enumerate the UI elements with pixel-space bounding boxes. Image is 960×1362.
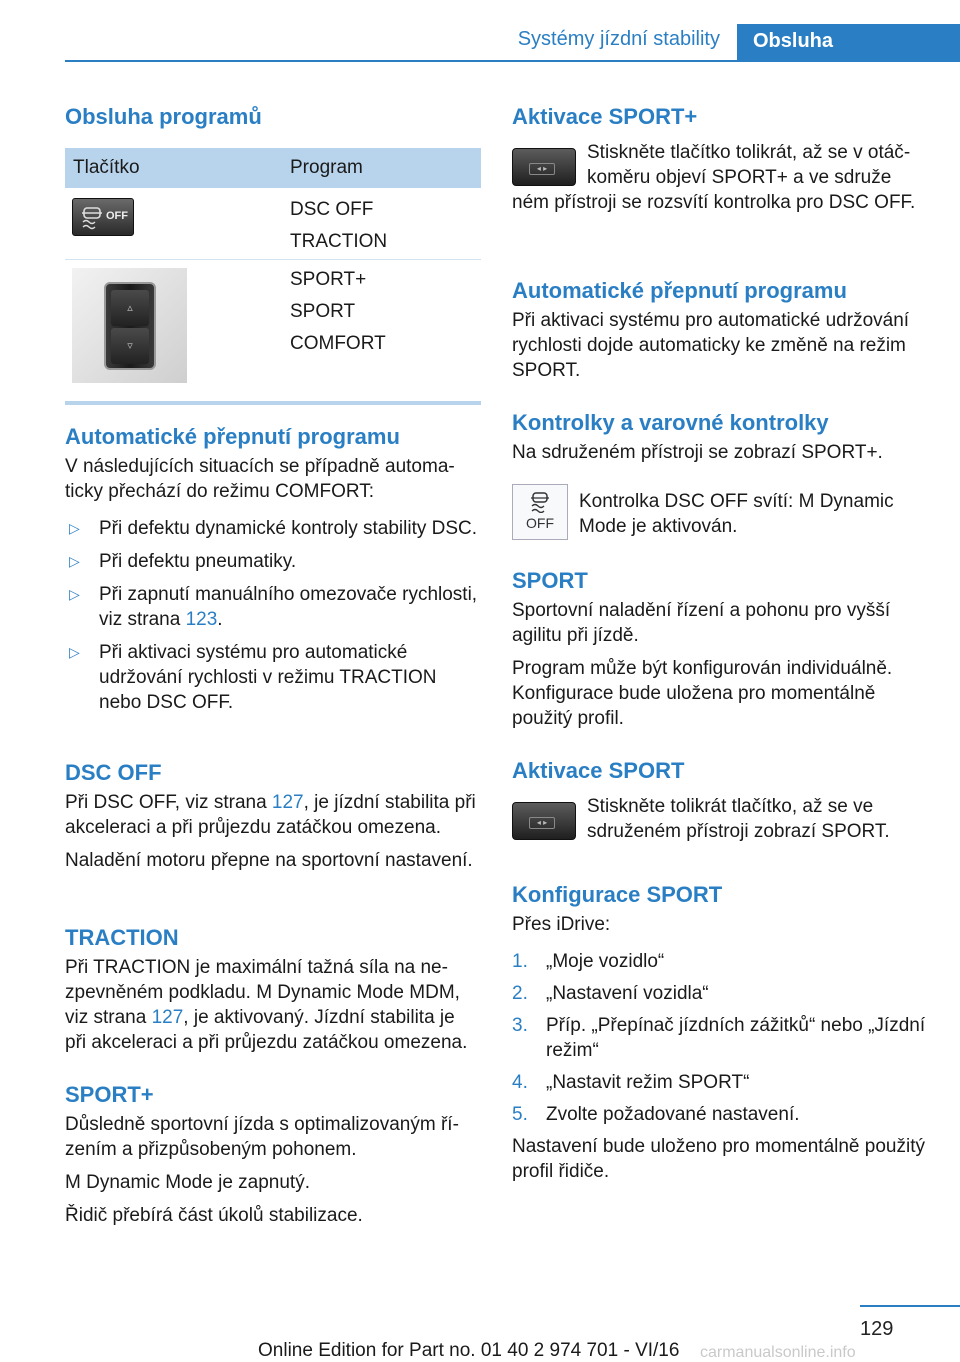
activate-sport-heading: Aktivace SPORT — [512, 758, 685, 783]
car-skid-icon — [79, 205, 107, 231]
traction-heading: TRACTION — [65, 925, 179, 950]
triangle-bullet-icon: ▷ — [69, 644, 80, 660]
page-link-123[interactable]: 123 — [185, 609, 218, 630]
configure-sport-steps — [512, 949, 932, 1127]
list-item: ▷ Při zapnutí manuálního omezovače rychlosti, viz strana 123. — [69, 584, 478, 630]
sport-paragraph-1: Sportovní naladění řízení a pohonu pro vyšší agilitu při jízdě. — [512, 600, 891, 646]
activate-sport-section — [512, 758, 932, 844]
sport-plus-paragraph-3: Řidič přebírá část úkolů stabilizace. — [65, 1205, 363, 1226]
dsc-off-paragraph-2: Naladění motoru přepne na sportovní nastavení. — [65, 850, 473, 871]
list-item: 1. „Moje vozidlo“ — [512, 951, 665, 972]
table-end-rule — [65, 401, 481, 405]
indicators-text: Na sdruženém přístroji se zobrazí SPORT+. — [512, 442, 883, 463]
list-item: ▷ Při defektu dynamické kontroly stability DSC. — [69, 518, 478, 539]
sport-section — [512, 568, 932, 731]
row1-programs — [290, 194, 387, 258]
list-item: ▷ Při aktivaci systému pro automatické udržování rychlosti v režimu TRACTION nebo DSC OFF. — [69, 642, 437, 713]
sport-heading: SPORT — [512, 568, 588, 593]
table-header-program: Program — [290, 157, 363, 178]
auto-switch-intro: V následujících situacích se případně automaticky přechází do režimu COMFORT: — [65, 456, 455, 502]
activate-sport-plus-text-cont: ném přístroji se rozsvítí kontrolka pro DSC OFF. — [512, 192, 916, 213]
activate-sport-text: Stiskněte tolikrát tlačítko, až se ve sdruženém přístroji zobrazí SPORT. — [587, 796, 890, 842]
header-section-title: Systémy jízdní stability — [517, 28, 720, 50]
mode-switch-image — [72, 268, 187, 383]
program-dsc-off: DSC OFF — [290, 199, 374, 220]
traction-paragraph: Při TRACTION je maximální tažná síla na nezpevněném podkladu. M Dynamic Mode MDM, viz strana 127, je aktivovaný. Jízdní stabilita je při akceleraci a při průjezdu zatáčkou omezena. — [65, 957, 468, 1053]
arrow-down-icon: ▿ — [111, 328, 149, 364]
sport-plus-section — [65, 1082, 480, 1228]
table-row — [65, 188, 481, 260]
auto-switch-right-heading: Automatické přepnutí programu — [512, 278, 847, 303]
configure-sport-heading: Konfigurace SPORT — [512, 882, 723, 907]
sport-plus-paragraph-2: M Dynamic Mode je zapnutý. — [65, 1172, 310, 1193]
watermark: carmanualsonline.info — [700, 1344, 856, 1361]
auto-switch-right-section — [512, 278, 932, 383]
indicators-text-2: Kontrolka DSC OFF svítí: M Dynamic Mode je aktivován. — [579, 491, 894, 537]
list-item: ▷ Při defektu pneumatiky. — [69, 551, 297, 572]
rocker-switch — [104, 282, 156, 370]
list-item: 2. „Nastavení vozidla“ — [512, 983, 709, 1004]
configure-sport-intro: Přes iDrive: — [512, 914, 611, 935]
auto-switch-list — [65, 516, 480, 715]
mode-button-image — [512, 802, 576, 840]
table-header — [65, 148, 481, 188]
row2-programs — [290, 264, 386, 360]
auto-switch-section — [65, 424, 480, 723]
indicators-heading: Kontrolky a varovné kontrolky — [512, 410, 829, 435]
traction-section — [65, 925, 480, 1055]
header-tab: Obsluha — [737, 24, 960, 62]
header-rule — [65, 60, 960, 62]
activate-sport-plus-section — [512, 104, 932, 215]
list-item: 5. Zvolte požadované nastavení. — [512, 1104, 800, 1125]
car-skid-icon — [528, 491, 554, 513]
triangle-bullet-icon: ▷ — [69, 520, 80, 536]
arrows-icon: ◂ ▸ — [529, 817, 555, 829]
configure-sport-outro: Nastavení bude uloženo pro momentálně použitý profil řidiče. — [512, 1136, 925, 1182]
program-sport: SPORT — [290, 301, 356, 322]
table-header-button: Tlačítko — [73, 157, 140, 178]
indicators-section — [512, 410, 932, 539]
program-sport-plus: SPORT+ — [290, 269, 367, 290]
footer-rule — [860, 1305, 960, 1307]
triangle-bullet-icon: ▷ — [69, 586, 80, 602]
arrow-up-icon: ▵ — [111, 290, 149, 326]
configure-sport-section — [512, 882, 932, 1184]
table-row — [65, 260, 481, 395]
program-table — [65, 148, 481, 405]
activate-sport-plus-text: Stiskněte tlačítko tolikrát, až se v otáčkoměru objeví SPORT+ a ve sdruže — [587, 142, 911, 188]
indicator-label: OFF — [526, 515, 554, 531]
dsc-off-paragraph: Při DSC OFF, viz strana 127, je jízdní stabilita při akceleraci a při průjezdu zatáčkou omezena. — [65, 792, 476, 838]
dsc-off-button-image — [72, 198, 134, 236]
edition-note: Online Edition for Part no. 01 40 2 974 701 - VI/16 — [258, 1340, 680, 1361]
activate-sport-plus-heading: Aktivace SPORT+ — [512, 104, 698, 129]
list-item: 4. „Nastavit režim SPORT“ — [512, 1072, 750, 1093]
page-number: 129 — [860, 1318, 894, 1340]
dsc-off-section — [65, 760, 480, 873]
list-item: 3. Příp. „Přepínač jízdních zážitků“ nebo „Jízdní režim“ — [512, 1015, 926, 1061]
mode-button-image — [512, 148, 576, 186]
triangle-bullet-icon: ▷ — [69, 553, 80, 569]
dsc-off-button-label: OFF — [106, 210, 128, 222]
auto-switch-right-text: Při aktivaci systému pro automatické udržování rychlosti dojde automaticky ke změně na režim SPORT. — [512, 310, 910, 381]
page-title: Obsluha programů — [65, 104, 262, 129]
sport-paragraph-2: Program může být konfigurován individuálně. Konfigurace bude uložena pro momentálně použitý profil. — [512, 658, 893, 729]
arrows-icon: ◂ ▸ — [529, 163, 555, 175]
dsc-off-heading: DSC OFF — [65, 760, 162, 785]
sport-plus-paragraph-1: Důsledně sportovní jízda s optimalizovaným řízením a přizpůsobeným pohonem. — [65, 1114, 459, 1160]
dsc-off-indicator — [512, 484, 568, 540]
program-traction: TRACTION — [290, 231, 388, 252]
sport-plus-heading: SPORT+ — [65, 1082, 154, 1107]
page-link-127[interactable]: 127 — [151, 1007, 184, 1028]
program-comfort: COMFORT — [290, 333, 386, 354]
page-link-127[interactable]: 127 — [271, 792, 304, 813]
auto-switch-heading: Automatické přepnutí programu — [65, 424, 400, 449]
